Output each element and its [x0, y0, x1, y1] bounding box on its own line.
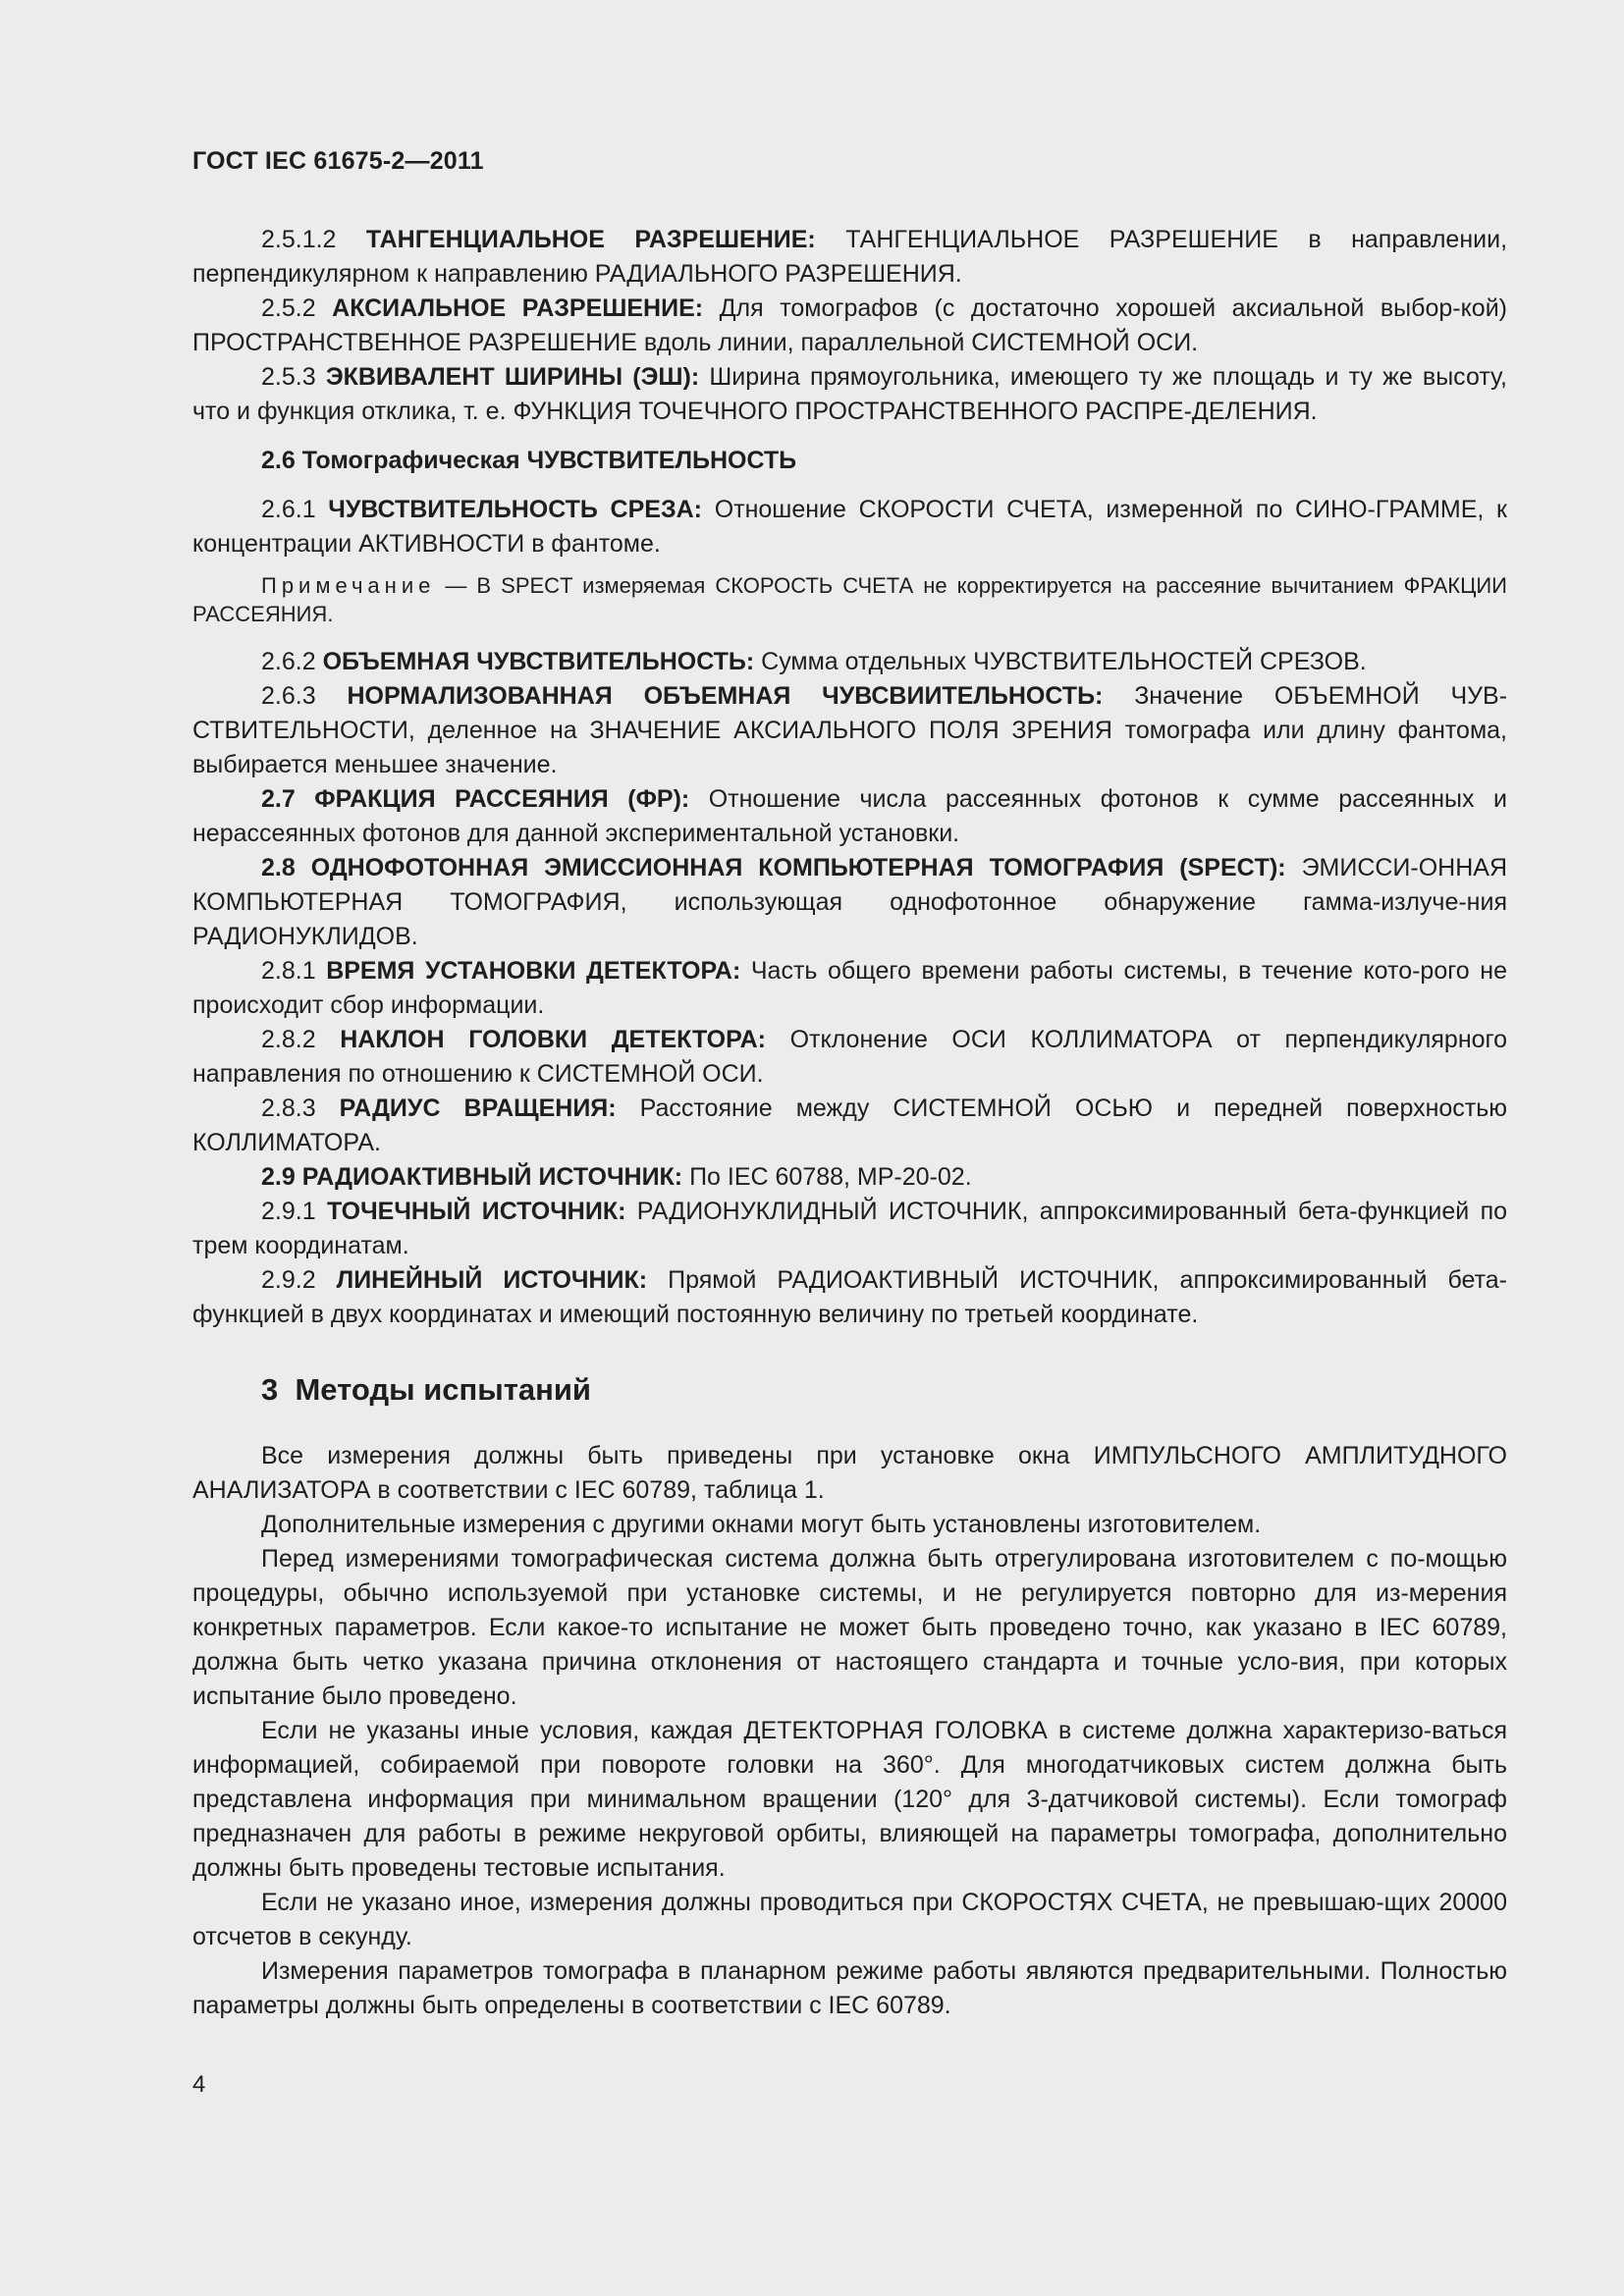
- clause-term: НОРМАЛИЗОВАННАЯ ОБЪЕМНАЯ ЧУВСВИИТЕЛЬНОСТЬ:: [347, 682, 1104, 710]
- clause-text: ТАНГЕНЦИАЛЬНОЕ РАЗРЕШЕНИЕ в направлении, перпендикулярном к направлению РАДИАЛЬНОГО РАЗРЕШЕНИЯ.: [192, 226, 1508, 288]
- clause-text: РАДИОНУКЛИДНЫЙ ИСТОЧНИК, аппроксимированный бета-функцией по трем координатам.: [192, 1198, 1508, 1259]
- clause-number: 2.8.2: [261, 1026, 316, 1053]
- clause-2-8-1: [192, 954, 1507, 1023]
- clause-2-6-1: [192, 493, 1507, 561]
- clause-term: ВРЕМЯ УСТАНОВКИ ДЕТЕКТОРА:: [326, 957, 741, 985]
- clause-term: ТАНГЕНЦИАЛЬНОЕ РАЗРЕШЕНИЕ:: [365, 226, 816, 253]
- clause-text: Отношение числа рассеянных фотонов к сумме рассеянных и нерассеянных фотонов для данной экспериментальной установки.: [192, 785, 1507, 847]
- clause-term: РАДИОАКТИВНЫЙ ИСТОЧНИК:: [301, 1163, 683, 1191]
- note-text: — В SPECT измеряемая СКОРОСТЬ СЧЕТА не корректируется на рассеяние вычитанием ФРАКЦИИ РАССЕЯНИЯ.: [192, 573, 1507, 626]
- clause-term: ОДНОФОТОННАЯ ЭМИССИОННАЯ КОМПЬЮТЕРНАЯ ТОМОГРАФИЯ (SPECT):: [310, 854, 1286, 881]
- page-content: [192, 223, 1507, 2023]
- clause-text: Для томографов (с достаточно хорошей аксиальной выбор-кой) ПРОСТРАНСТВЕННОЕ РАЗРЕШЕНИЕ вдоль линии, параллельной СИСТЕМНОЙ ОСИ.: [192, 294, 1507, 356]
- note: [192, 571, 1507, 628]
- clause-text: Прямой РАДИОАКТИВНЫЙ ИСТОЧНИК, аппроксимированный бета-функцией в двух координатах и имеющий постоянную величину по третьей координате.: [192, 1266, 1508, 1328]
- clause-term: ФРАКЦИЯ РАССЕЯНИЯ (ФР):: [314, 785, 690, 813]
- clause-number: 2.6.3: [261, 682, 316, 710]
- section-title: Методы испытаний: [295, 1372, 591, 1407]
- paragraph: Если не указаны иные условия, каждая ДЕТЕКТОРНАЯ ГОЛОВКА в системе должна характеризо-ваться информацией, собираемой при повороте головки на 360°. Для многодатчиковых систем должна быть представлена информация при минимальном вращении (120° для 3-датчиковой системы). Если томограф предназначен для работы в режиме некруговой орбиты, влияющей на параметры томографа, дополнительно должны быть проведены тестовые испытания.: [192, 1717, 1507, 1882]
- clause-number: 2.9.1: [261, 1198, 316, 1225]
- clause-2-6-2: [192, 645, 1507, 679]
- clause-number: 2.6.1: [261, 496, 316, 523]
- clause-text: Отклонение ОСИ КОЛЛИМАТОРА от перпендикулярного направления по отношению к СИСТЕМНОЙ ОСИ.: [192, 1026, 1508, 1088]
- page-number: 4: [192, 2071, 206, 2098]
- clause-2-9: [192, 1160, 1507, 1195]
- clause-2-6-3: [192, 679, 1507, 782]
- clause-text: Отношение СКОРОСТИ СЧЕТА, измеренной по СИНО-ГРАММЕ, к концентрации АКТИВНОСТИ в фантоме.: [192, 496, 1507, 558]
- section-number: 3: [261, 1372, 279, 1407]
- clause-number: 2.8.3: [261, 1095, 316, 1122]
- paragraph: Все измерения должны быть приведены при установке окна ИМПУЛЬСНОГО АМПЛИТУДНОГО АНАЛИЗАТОРА в соответствии с IEC 60789, таблица 1.: [192, 1442, 1507, 1504]
- clause-term: ЭКВИВАЛЕНТ ШИРИНЫ (ЭШ):: [325, 363, 700, 391]
- clause-term: НАКЛОН ГОЛОВКИ ДЕТЕКТОРА:: [340, 1026, 766, 1053]
- clause-number: 2.8.1: [261, 957, 316, 985]
- section-heading-3: [192, 1370, 1507, 1410]
- paragraph: Перед измерениями томографическая система должна быть отрегулирована изготовителем с по-мощью процедуры, обычно используемой при установке системы, и не регулируется повторно для из-мерения конкретных параметров. Если какое-то испытание не может быть проведено точно, как указано в IEC 60789, должна быть четко указана причина отклонения от настоящего стандарта и точные усло-вия, при которых испытание было проведено.: [192, 1545, 1507, 1710]
- clause-2-8-3: [192, 1092, 1507, 1160]
- clause-term: ЧУВСТВИТЕЛЬНОСТЬ СРЕЗА:: [328, 496, 702, 523]
- clause-text: Часть общего времени работы системы, в течение кото-рого не происходит сбор информации.: [192, 957, 1507, 1019]
- clause-number: 2.5.2: [261, 294, 316, 322]
- section-number: 2.6: [261, 447, 296, 474]
- clause-2-5-1-2: [192, 223, 1507, 292]
- section-heading-2-6: [192, 444, 1507, 478]
- paragraph: Измерения параметров томографа в планарном режиме работы являются предварительными. Полностью параметры должны быть определены в соответствии с IEC 60789.: [192, 1957, 1507, 2019]
- document-header: ГОСТ IEC 61675-2—2011: [192, 147, 484, 175]
- clause-number: 2.5.3: [261, 363, 316, 391]
- clause-text: По IEC 60788, МР-20-02.: [689, 1163, 972, 1191]
- clause-number: 2.6.2: [261, 648, 316, 675]
- clause-text: Ширина прямоугольника, имеющего ту же площадь и ту же высоту, что и функция отклика, т. е. ФУНКЦИЯ ТОЧЕЧНОГО ПРОСТРАНСТВЕННОГО РАСПРЕ-ДЕЛЕНИЯ.: [192, 363, 1507, 425]
- clause-2-9-2: [192, 1263, 1507, 1332]
- paragraph: Дополнительные измерения с другими окнами могут быть установлены изготовителем.: [261, 1511, 1262, 1538]
- note-label: Примечание: [261, 573, 436, 598]
- clause-term: РАДИУС ВРАЩЕНИЯ:: [339, 1095, 617, 1122]
- clause-number: 2.7: [261, 785, 296, 813]
- clause-number: 2.8: [261, 854, 296, 881]
- clause-number: 2.9: [261, 1163, 296, 1191]
- clause-2-8-2: [192, 1023, 1507, 1092]
- clause-2-5-3: [192, 360, 1507, 429]
- clause-text: Значение ОБЪЕМНОЙ ЧУВ-СТВИТЕЛЬНОСТИ, деленное на ЗНАЧЕНИЕ АКСИАЛЬНОГО ПОЛЯ ЗРЕНИЯ томографа или длину фантома, выбирается меньшее значение.: [192, 682, 1508, 778]
- paragraph: Если не указано иное, измерения должны проводиться при СКОРОСТЯХ СЧЕТА, не превышаю-щих 20000 отсчетов в секунду.: [192, 1889, 1507, 1950]
- clause-number: 2.9.2: [261, 1266, 316, 1294]
- clause-term: АКСИАЛЬНОЕ РАЗРЕШЕНИЕ:: [332, 294, 704, 322]
- clause-term: ОБЪЕМНАЯ ЧУВСТВИТЕЛЬНОСТЬ:: [322, 648, 755, 675]
- clause-text: Расстояние между СИСТЕМНОЙ ОСЬЮ и передней поверхностью КОЛЛИМАТОРА.: [192, 1095, 1508, 1156]
- clause-2-8: [192, 851, 1507, 954]
- clause-term: ЛИНЕЙНЫЙ ИСТОЧНИК:: [336, 1266, 648, 1294]
- clause-text: ЭМИССИ-ОННАЯ КОМПЬЮТЕРНАЯ ТОМОГРАФИЯ, использующая однофотонное обнаружение гамма-излуче-ния РАДИОНУКЛИДОВ.: [192, 854, 1508, 950]
- clause-number: 2.5.1.2: [261, 226, 337, 253]
- clause-term: ТОЧЕЧНЫЙ ИСТОЧНИК:: [326, 1198, 626, 1225]
- clause-2-7: [192, 782, 1507, 851]
- clause-2-9-1: [192, 1195, 1507, 1263]
- clause-text: Сумма отдельных ЧУВСТВИТЕЛЬНОСТЕЙ СРЕЗОВ.: [761, 648, 1367, 675]
- clause-2-5-2: [192, 292, 1507, 360]
- section-title: Томографическая ЧУВСТВИТЕЛЬНОСТЬ: [301, 447, 797, 474]
